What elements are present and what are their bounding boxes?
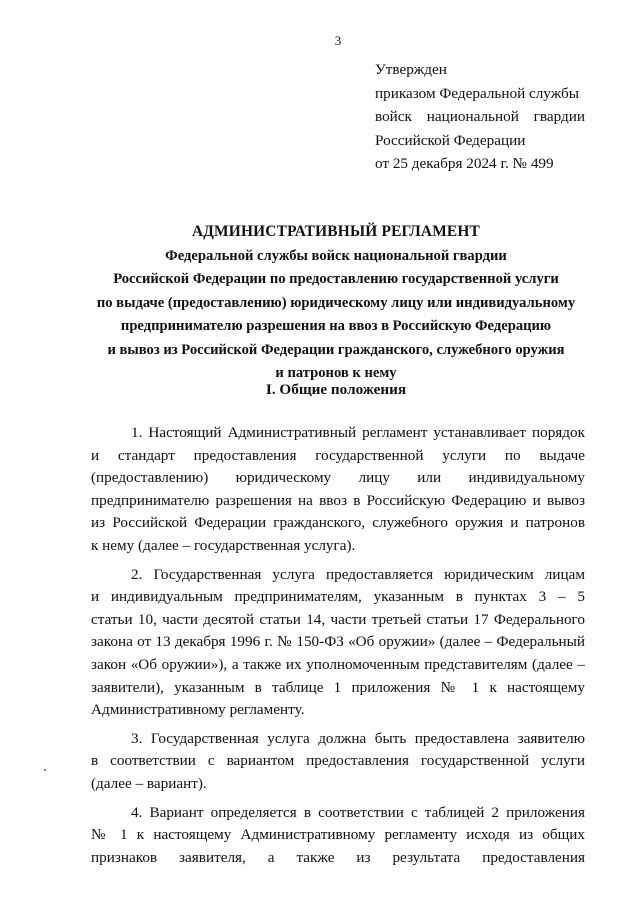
paragraph-3 [91, 728, 585, 796]
text-line: предпринимателю разрешения на ввоз в Российскую Федерацию и вывоз [91, 491, 585, 509]
text-line: № 1 к настоящему Административному регламенту исходя из общих [91, 826, 585, 844]
text-line: и индивидуальным предпринимателям, указанным в пунктах 3 – 5 [91, 588, 585, 606]
title-line: и вывоз из Российской Федерации гражданского, служебного оружия [107, 341, 565, 358]
text-line: в соответствии с вариантом предоставления государственной услуги [91, 752, 585, 770]
approval-stamp [375, 58, 585, 176]
body-text [91, 422, 585, 869]
approval-line: Российской Федерации [375, 131, 526, 149]
text-line: (далее – вариант). [91, 774, 207, 792]
approval-line: приказом Федеральной службы [375, 84, 579, 102]
title-line: Федеральной службы войск национальной гвардии [165, 247, 507, 264]
approval-line: войск национальной гвардии [375, 108, 585, 125]
text-line: 4. Вариант определяется в соответствии с таблицей 2 приложения [131, 803, 585, 821]
text-line: и стандарт предоставления государственной услуги по выдаче [91, 446, 585, 464]
text-line: (предоставлению) юридическому лицу или индивидуальному [91, 469, 585, 487]
title-line: Российской Федерации по предоставлению государственной услуги [113, 271, 559, 287]
title-line: по выдаче (предоставлению) юридическому лицу или индивидуальному [96, 294, 576, 311]
paragraph-2 [91, 564, 585, 722]
text-line: 2. Государственная услуга предоставляется юридическим лицам [131, 565, 585, 583]
paragraph-1 [91, 422, 585, 558]
text-line: Административному регламенту. [91, 701, 305, 719]
text-line: заявители), указанным в таблице 1 приложения № 1 к настоящему [91, 678, 585, 696]
paragraph-4 [91, 802, 585, 870]
text-line: 3. Государственная услуга должна быть предоставлена заявителю [131, 729, 585, 747]
text-line: закон «Об оружии»), а также их уполномоченным представителям (далее – [91, 655, 585, 673]
main-title: АДМИНИСТРАТИВНЫЙ РЕГЛАМЕНТ [191, 223, 481, 240]
scan-speck [44, 769, 46, 771]
text-line: статьи 10, части десятой статьи 14, части третьей статьи 17 Федерального [91, 610, 585, 628]
approval-line: от 25 декабря 2024 г. № 499 [375, 155, 554, 172]
section-heading: I. Общие положения [265, 381, 407, 398]
text-line: из Российской Федерации гражданского, служебного оружия и патронов [91, 514, 585, 532]
approval-line: Утвержден [375, 61, 447, 78]
text-line: 1. Настоящий Административный регламент устанавливает порядок [131, 424, 585, 441]
title-line: предпринимателю разрешения на ввоз в Российскую Федерацию [120, 318, 552, 334]
text-line: к нему (далее – государственная услуга). [91, 536, 356, 554]
title-line: и патронов к нему [275, 365, 397, 381]
document-title [86, 220, 586, 386]
text-line: признаков заявителя, а также из результата предоставления [91, 848, 585, 866]
page-number: 3 [334, 33, 342, 48]
text-line: закона от 13 декабря 1996 г. № 150-ФЗ «Об оружии» (далее – Федеральный [91, 633, 585, 651]
